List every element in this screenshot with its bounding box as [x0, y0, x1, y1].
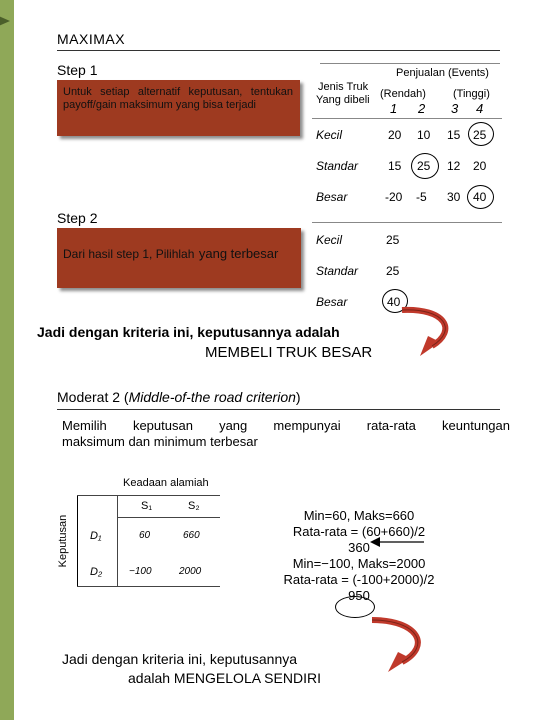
- calc-line3: 360: [348, 540, 370, 555]
- cell-besar-3: 30: [447, 190, 461, 204]
- moderat-title-italic: Middle-of-the road criterion: [128, 389, 296, 405]
- table2-row-d2: D₂: [90, 566, 103, 578]
- cell-kecil-2: 10: [417, 128, 431, 142]
- max-name-besar: Besar: [316, 295, 348, 309]
- title-underline: [57, 50, 500, 51]
- max-name-kecil: Kecil: [316, 233, 343, 247]
- desc-word: yang: [219, 418, 248, 433]
- table2-side-label: Keputusan: [57, 514, 69, 568]
- calc-line6: 950: [348, 588, 370, 603]
- curved-arrow-1: [390, 300, 470, 362]
- row-name-besar: Besar: [316, 190, 348, 204]
- decor-arrow-icon: [0, 14, 10, 28]
- conclusion2-line1: Jadi dengan kriteria ini, keputusannya: [62, 651, 298, 667]
- cell-standar-1: 15: [388, 159, 402, 173]
- table2-cell-d1-s1: 60: [139, 530, 151, 541]
- moderat-desc-line1: [62, 418, 510, 433]
- table2-row-d1: D₁: [90, 530, 102, 542]
- col-num-3: 3: [451, 101, 459, 116]
- payoff-header-line: [312, 118, 502, 119]
- step2-box: [57, 228, 301, 288]
- step1-box: [57, 80, 300, 136]
- cell-besar-1: -20: [385, 190, 403, 204]
- step1-text: Untuk setiap alternatif keputusan, tentukan payoff/gain maksimum yang bisa terjadi: [63, 86, 293, 111]
- cell-standar-4: 20: [473, 159, 487, 173]
- table2-bottom-line: [77, 586, 220, 587]
- cell-besar-2: -5: [416, 190, 427, 204]
- table2-cell-d2-s1: −100: [129, 566, 152, 577]
- cell-standar-3: 12: [447, 159, 461, 173]
- max-circle-kecil: [468, 122, 494, 146]
- desc-word: rata-rata: [366, 418, 416, 433]
- moderat-title: [57, 389, 301, 405]
- cell-kecil-3: 15: [447, 128, 461, 142]
- moderat-underline: [57, 409, 500, 410]
- table2-cell-d1-s2: 660: [183, 530, 200, 541]
- low-label: (Rendah): [380, 88, 426, 100]
- calc-line1: Min=60, Maks=660: [303, 508, 415, 523]
- desc-word: mempunyai: [273, 418, 341, 433]
- moderat-desc-line2: maksimum dan minimum terbesar: [62, 434, 258, 449]
- table2-header-line: [117, 517, 220, 518]
- rows-header-line1: Jenis Truk: [318, 81, 369, 93]
- moderat-title-prefix: Moderat 2 (: [57, 389, 129, 405]
- col-num-1: 1: [390, 101, 398, 116]
- table2-vline: [117, 495, 118, 586]
- conclusion1-line1: Jadi dengan kriteria ini, keputusannya adalah: [37, 324, 340, 340]
- max-value-kecil: 25: [386, 233, 400, 247]
- moderat-title-suffix: ): [295, 389, 301, 405]
- cell-kecil-4: 25: [473, 128, 487, 142]
- table2-cell-d2-s2: 2000: [179, 566, 202, 577]
- max-name-standar: Standar: [316, 264, 359, 278]
- col-num-4: 4: [476, 101, 484, 116]
- conclusion2-line2: adalah MENGELOLA SENDIRI: [128, 670, 321, 686]
- table2-col-s1: S₁: [141, 500, 153, 512]
- rows-header-line2: Yang dibeli: [316, 94, 370, 106]
- row-name-kecil: Kecil: [316, 128, 343, 142]
- step2-label: Step 2: [57, 210, 98, 226]
- max-value-standar: 25: [386, 264, 400, 278]
- calc-line2: Rata-rata = (60+660)/2: [292, 524, 426, 539]
- max-value-besar: 40: [387, 295, 401, 309]
- step2-text-part2: yang terbesar: [198, 246, 279, 261]
- left-decor-strip: [0, 0, 14, 720]
- calc-line5: Rata-rata = (-100+2000)/2: [283, 572, 435, 587]
- maxima-top-line: [312, 222, 502, 223]
- desc-word: Memilih: [62, 418, 107, 433]
- max-circle-besar: [467, 185, 494, 209]
- step2-text-part1: Dari hasil step 1, Pilihlah: [63, 247, 195, 261]
- cell-kecil-1: 20: [388, 128, 402, 142]
- desc-word: keuntungan: [442, 418, 510, 433]
- curved-arrow-2: [362, 612, 442, 678]
- calc-line4: Min=−100, Maks=2000: [292, 556, 426, 571]
- left-arrow-icon: [368, 532, 428, 552]
- events-header: Penjualan (Events): [396, 67, 489, 79]
- cell-besar-4: 40: [473, 190, 487, 204]
- step1-label: Step 1: [57, 62, 98, 78]
- col-num-2: 2: [418, 101, 426, 116]
- cell-standar-2: 25: [417, 159, 431, 173]
- payoff-top-line: [320, 63, 500, 64]
- table2-top-label: Keadaan alamiah: [123, 477, 209, 489]
- step2-text: [57, 228, 301, 262]
- desc-word: keputusan: [132, 418, 193, 433]
- table2-col-s2: S₂: [188, 500, 200, 512]
- page-title: MAXIMAX: [57, 31, 126, 47]
- conclusion1-line2: MEMBELI TRUK BESAR: [205, 344, 373, 361]
- calc-block: [264, 508, 454, 604]
- table2-top-line: [77, 495, 220, 496]
- row-name-standar: Standar: [316, 159, 359, 173]
- high-label: (Tinggi): [453, 88, 490, 100]
- max-circle-standar: [411, 153, 439, 179]
